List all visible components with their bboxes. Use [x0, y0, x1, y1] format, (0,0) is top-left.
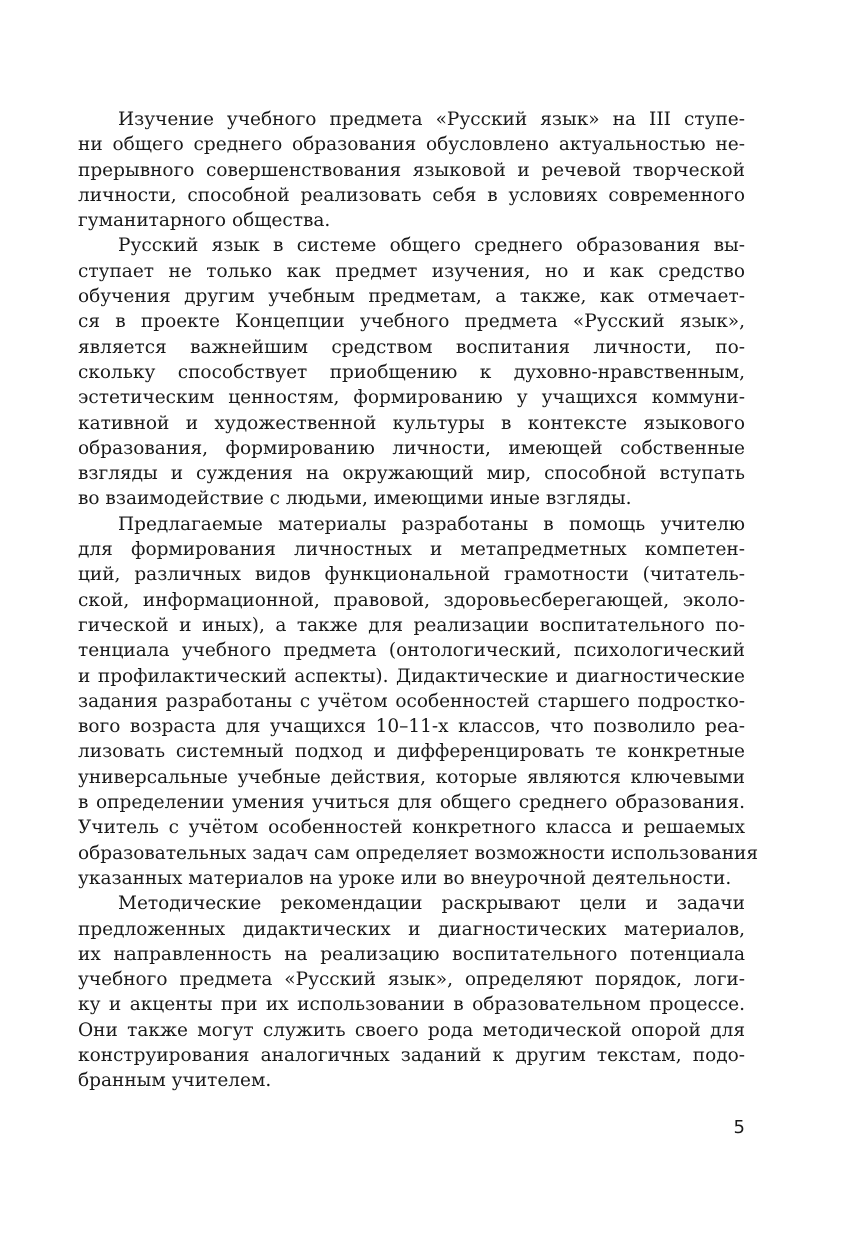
text-line: Изучение учебного предмета «Русский язык» на III ступе-	[118, 109, 745, 130]
text-line: Они также могут служить своего рода методической опорой для	[78, 1019, 745, 1041]
text-line: ни общего среднего образования обусловлено актуальностью не-	[78, 134, 745, 156]
text-line: бранным учителем.	[78, 1070, 272, 1092]
text-line: гуманитарного общества.	[78, 210, 331, 232]
text-line: конструирования аналогичных заданий к другим текстам, подо-	[78, 1044, 745, 1066]
text-line: Русский язык в системе общего среднего образования вы-	[118, 235, 745, 257]
text-line: скольку способствует приобщению к духовно-нравственным,	[78, 361, 745, 383]
text-line: универсальные учебные действия, которые являются ключевыми	[78, 766, 745, 788]
text-line: эстетическим ценностям, формированию у учащихся коммуни-	[78, 387, 745, 409]
text-line: ской, информационной, правовой, здоровьесберегающей, эколо-	[78, 589, 745, 611]
text-line: личности, способной реализовать себя в условиях современного	[78, 184, 745, 206]
paragraph-2	[78, 233, 745, 511]
page-number: 5	[733, 1117, 745, 1138]
body-text	[78, 107, 759, 1094]
text-line: кативной и художественной культуры в контексте языкового	[78, 412, 745, 434]
text-line: гической и иных), а также для реализации воспитательного по-	[78, 614, 745, 636]
text-line: ций, различных видов функциональной грамотности (читатель-	[78, 564, 745, 586]
text-line: вого возраста для учащихся 10–11-х классов, что позволило реа-	[78, 716, 745, 738]
text-line: задания разработаны с учётом особенностей старшего подростко-	[78, 690, 745, 712]
text-line: прерывного совершенствования языковой и речевой творческой	[78, 159, 745, 181]
text-line: и профилактический аспекты). Дидактические и диагностические	[78, 665, 745, 687]
text-line: указанных материалов на уроке или во внеурочной деятельности.	[78, 867, 732, 889]
text-line: является важнейшим средством воспитания личности, по-	[78, 336, 745, 358]
text-line: Методические рекомендации раскрывают цели и задачи	[118, 893, 745, 915]
text-line: в определении умения учиться для общего среднего образования.	[78, 792, 745, 814]
text-line: ку и акценты при их использовании в образовательном процессе.	[78, 994, 745, 1016]
text-line: Предлагаемые материалы разработаны в помощь учителю	[118, 513, 745, 535]
text-line: во взаимодействие с людьми, имеющими иные взгляды.	[78, 488, 632, 510]
paragraph-3	[78, 512, 759, 891]
paragraph-1	[78, 107, 745, 233]
text-line: обучения другим учебным предметам, а также, как отмечает-	[78, 286, 745, 308]
text-line: лизовать системный подход и дифференцировать те конкретные	[78, 741, 745, 763]
text-line: Учитель с учётом особенностей конкретного класса и решаемых	[78, 817, 745, 839]
text-line: ся в проекте Концепции учебного предмета «Русский язык»,	[78, 311, 745, 333]
text-line: взгляды и суждения на окружающий мир, способной вступать	[78, 463, 745, 485]
paragraph-4	[78, 891, 745, 1093]
text-line: образовательных задач сам определяет возможности использования	[78, 842, 759, 864]
text-line: образования, формированию личности, имеющей собственные	[78, 437, 745, 459]
text-line: предложенных дидактических и диагностических материалов,	[78, 918, 745, 940]
text-line: тенциала учебного предмета (онтологический, психологический	[78, 640, 745, 662]
text-line: учебного предмета «Русский язык», определяют порядок, логи-	[78, 969, 745, 991]
text-line: для формирования личностных и метапредметных компетен-	[78, 539, 745, 561]
text-line: их направленность на реализацию воспитательного потенциала	[78, 943, 745, 965]
text-line: ступает не только как предмет изучения, но и как средство	[78, 260, 745, 282]
